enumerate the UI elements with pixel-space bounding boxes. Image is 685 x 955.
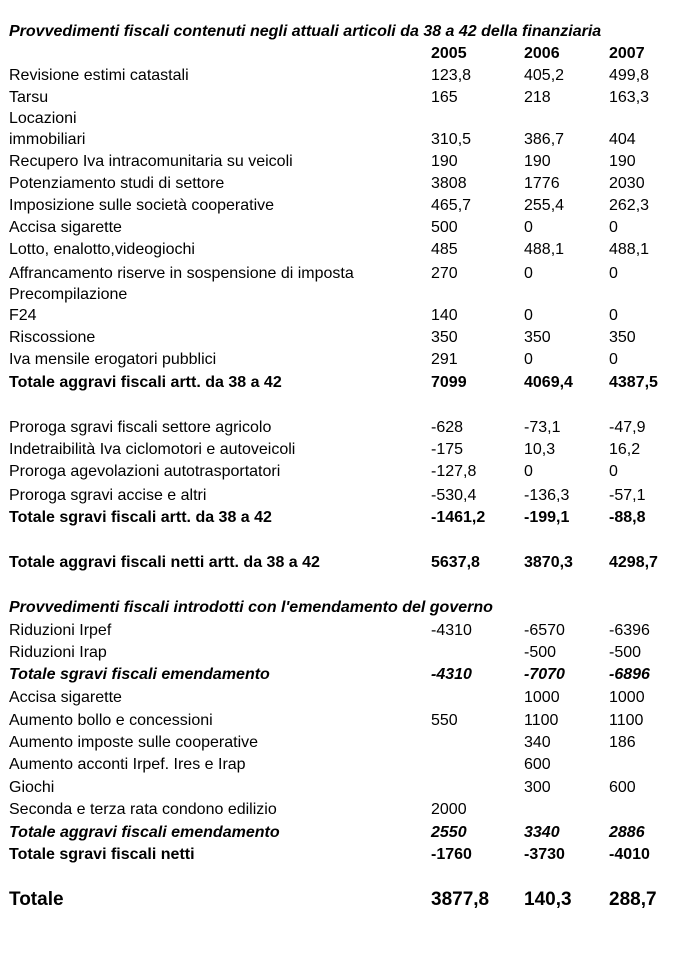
- row-label: Accisa sigarette: [9, 689, 122, 706]
- table-row: [0, 88, 685, 107]
- row-label: Revisione estimi catastali: [9, 67, 189, 84]
- row-label: Recupero Iva intracomunitaria su veicoli: [9, 153, 293, 170]
- value-2005: 270: [431, 265, 458, 282]
- value-2007: 262,3: [609, 197, 650, 214]
- value-2006: 300: [524, 779, 551, 796]
- value-2006: 3870,3: [524, 554, 573, 571]
- total-row: [0, 845, 685, 864]
- value-2006: 600: [524, 756, 551, 773]
- year-header: 2007: [609, 45, 645, 62]
- value-2007: 2886: [609, 824, 645, 841]
- value-2005: 500: [431, 219, 458, 236]
- table-row: [0, 688, 685, 707]
- value-2006: -6570: [524, 622, 565, 639]
- value-2006: 0: [524, 219, 533, 236]
- value-2005: 123,8: [431, 67, 472, 84]
- value-2006: -73,1: [524, 419, 561, 436]
- table-row: [0, 486, 685, 505]
- year-header: 2006: [524, 45, 560, 62]
- row-label: Iva mensile erogatori pubblici: [9, 351, 217, 368]
- value-2005: -1461,2: [431, 509, 486, 526]
- row-label: Riduzioni Irap: [9, 644, 107, 661]
- value-2006: 0: [524, 463, 533, 480]
- row-label: immobiliari: [9, 131, 86, 148]
- value-2006: 4069,4: [524, 374, 573, 391]
- value-2007: 16,2: [609, 441, 641, 458]
- value-2007: -4010: [609, 846, 650, 863]
- value-2005: 165: [431, 89, 458, 106]
- total-row: [0, 823, 685, 842]
- value-2007: 0: [609, 219, 618, 236]
- total-row: [0, 508, 685, 527]
- row-label: Proroga sgravi accise e altri: [9, 487, 207, 504]
- value-2006: 190: [524, 153, 551, 170]
- value-2007: 488,1: [609, 241, 650, 258]
- value-2007: 288,7: [609, 889, 657, 910]
- section-title: Provvedimenti fiscali contenuti negli attuali articoli da 38 a 42 della finanziaria: [9, 23, 602, 40]
- table-row: [0, 755, 685, 774]
- value-2005: 2000: [431, 801, 467, 818]
- value-2005: -127,8: [431, 463, 477, 480]
- value-2007: 190: [609, 153, 636, 170]
- value-2005: 350: [431, 329, 458, 346]
- value-2007: -500: [609, 644, 642, 661]
- value-2007: 2030: [609, 175, 645, 192]
- value-2005: -530,4: [431, 487, 477, 504]
- value-2005: 5637,8: [431, 554, 480, 571]
- value-2006: 340: [524, 734, 551, 751]
- value-2006: 140,3: [524, 889, 572, 910]
- value-2007: 499,8: [609, 67, 650, 84]
- table-row: [0, 778, 685, 797]
- value-2007: 4298,7: [609, 554, 658, 571]
- value-2005: -4310: [431, 622, 472, 639]
- table-row: [0, 350, 685, 369]
- row-label: Lotto, enalotto,videogiochi: [9, 241, 195, 258]
- row-label: Totale sgravi fiscali netti: [9, 846, 195, 863]
- value-2005: -628: [431, 419, 464, 436]
- value-2006: -136,3: [524, 487, 570, 504]
- value-2005: 485: [431, 241, 458, 258]
- year-header-row: [0, 44, 685, 63]
- table-row: [0, 109, 685, 128]
- table-row: [0, 418, 685, 437]
- value-2007: 0: [609, 351, 618, 368]
- value-2005: 310,5: [431, 131, 472, 148]
- grand-total-row: [0, 889, 685, 911]
- value-2006: 218: [524, 89, 551, 106]
- total-row: [0, 373, 685, 392]
- table-row: [0, 800, 685, 819]
- row-label: Indetraibilità Iva ciclomotori e autoveicoli: [9, 441, 296, 458]
- row-label: Affrancamento riserve in sospensione di imposta: [9, 265, 354, 282]
- value-2007: -47,9: [609, 419, 646, 436]
- value-2007: 404: [609, 131, 636, 148]
- table-row: [0, 462, 685, 481]
- table-row: [0, 621, 685, 640]
- value-2006: 1776: [524, 175, 560, 192]
- value-2006: 0: [524, 351, 533, 368]
- value-2007: 0: [609, 307, 618, 324]
- value-2006: 0: [524, 265, 533, 282]
- value-2005: 140: [431, 307, 458, 324]
- table-row: [0, 196, 685, 215]
- table-row: [0, 264, 685, 283]
- value-2007: -88,8: [609, 509, 646, 526]
- row-label: Totale aggravi fiscali artt. da 38 a 42: [9, 374, 282, 391]
- table-row: [0, 306, 685, 325]
- value-2006: 10,3: [524, 441, 556, 458]
- table-row: [0, 711, 685, 730]
- value-2007: -6396: [609, 622, 650, 639]
- table-row: [0, 328, 685, 347]
- value-2007: 350: [609, 329, 636, 346]
- value-2007: 163,3: [609, 89, 650, 106]
- row-label: Seconda e terza rata condono edilizio: [9, 801, 277, 818]
- table-row: [0, 66, 685, 85]
- year-header: 2005: [431, 45, 467, 62]
- table-row: [0, 174, 685, 193]
- value-2006: 350: [524, 329, 551, 346]
- table-row: [0, 240, 685, 259]
- value-2006: 405,2: [524, 67, 565, 84]
- row-label: Totale sgravi fiscali artt. da 38 a 42: [9, 509, 272, 526]
- value-2006: 1100: [524, 712, 559, 729]
- value-2006: 488,1: [524, 241, 565, 258]
- value-2006: 1000: [524, 689, 560, 706]
- value-2006: -3730: [524, 846, 565, 863]
- value-2007: 0: [609, 265, 618, 282]
- total-row: [0, 553, 685, 572]
- value-2007: 0: [609, 463, 618, 480]
- row-label: F24: [9, 307, 37, 324]
- table-row: [0, 218, 685, 237]
- value-2005: 465,7: [431, 197, 472, 214]
- value-2005: -175: [431, 441, 464, 458]
- row-label: Aumento bollo e concessioni: [9, 712, 213, 729]
- table-row: [0, 440, 685, 459]
- value-2007: -6896: [609, 666, 650, 683]
- row-label: Accisa sigarette: [9, 219, 122, 236]
- value-2005: 190: [431, 153, 458, 170]
- table-row: [0, 152, 685, 171]
- row-label: Proroga agevolazioni autotrasportatori: [9, 463, 281, 480]
- value-2007: 4387,5: [609, 374, 658, 391]
- table-row: [0, 733, 685, 752]
- table-row: [0, 130, 685, 149]
- value-2006: -199,1: [524, 509, 570, 526]
- value-2007: 1000: [609, 689, 645, 706]
- value-2005: 550: [431, 712, 458, 729]
- row-label: Potenziamento studi di settore: [9, 175, 225, 192]
- value-2006: -7070: [524, 666, 565, 683]
- row-label: Giochi: [9, 779, 55, 796]
- value-2007: 1100: [609, 712, 644, 729]
- value-2006: 255,4: [524, 197, 565, 214]
- row-label: Totale aggravi fiscali netti artt. da 38 a 42: [9, 554, 320, 571]
- value-2005: 291: [431, 351, 458, 368]
- value-2006: 386,7: [524, 131, 565, 148]
- row-label: Riscossione: [9, 329, 96, 346]
- table-row: [0, 643, 685, 662]
- section1-title: [0, 22, 685, 41]
- row-label: Tarsu: [9, 89, 49, 106]
- value-2005: 2550: [431, 824, 467, 841]
- value-2005: 3877,8: [431, 889, 490, 910]
- value-2007: 186: [609, 734, 636, 751]
- row-label: Imposizione sulle società cooperative: [9, 197, 275, 214]
- row-label: Precompilazione: [9, 286, 128, 303]
- row-label: Riduzioni Irpef: [9, 622, 112, 639]
- row-label: Locazioni: [9, 110, 77, 127]
- section2-title: [0, 598, 685, 617]
- row-label: Aumento acconti Irpef. Ires e Irap: [9, 756, 246, 773]
- value-2005: 3808: [431, 175, 467, 192]
- table-row: [0, 285, 685, 304]
- value-2005: 7099: [431, 374, 467, 391]
- value-2006: 3340: [524, 824, 560, 841]
- total-row: [0, 665, 685, 684]
- row-label: Totale: [9, 889, 64, 910]
- value-2005: -4310: [431, 666, 472, 683]
- section-title: Provvedimenti fiscali introdotti con l'emendamento del governo: [9, 599, 493, 616]
- row-label: Proroga sgravi fiscali settore agricolo: [9, 419, 272, 436]
- row-label: Totale aggravi fiscali emendamento: [9, 824, 280, 841]
- value-2006: 0: [524, 307, 533, 324]
- row-label: Aumento imposte sulle cooperative: [9, 734, 259, 751]
- value-2007: 600: [609, 779, 636, 796]
- row-label: Totale sgravi fiscali emendamento: [9, 666, 270, 683]
- value-2006: -500: [524, 644, 557, 661]
- value-2005: -1760: [431, 846, 472, 863]
- value-2007: -57,1: [609, 487, 646, 504]
